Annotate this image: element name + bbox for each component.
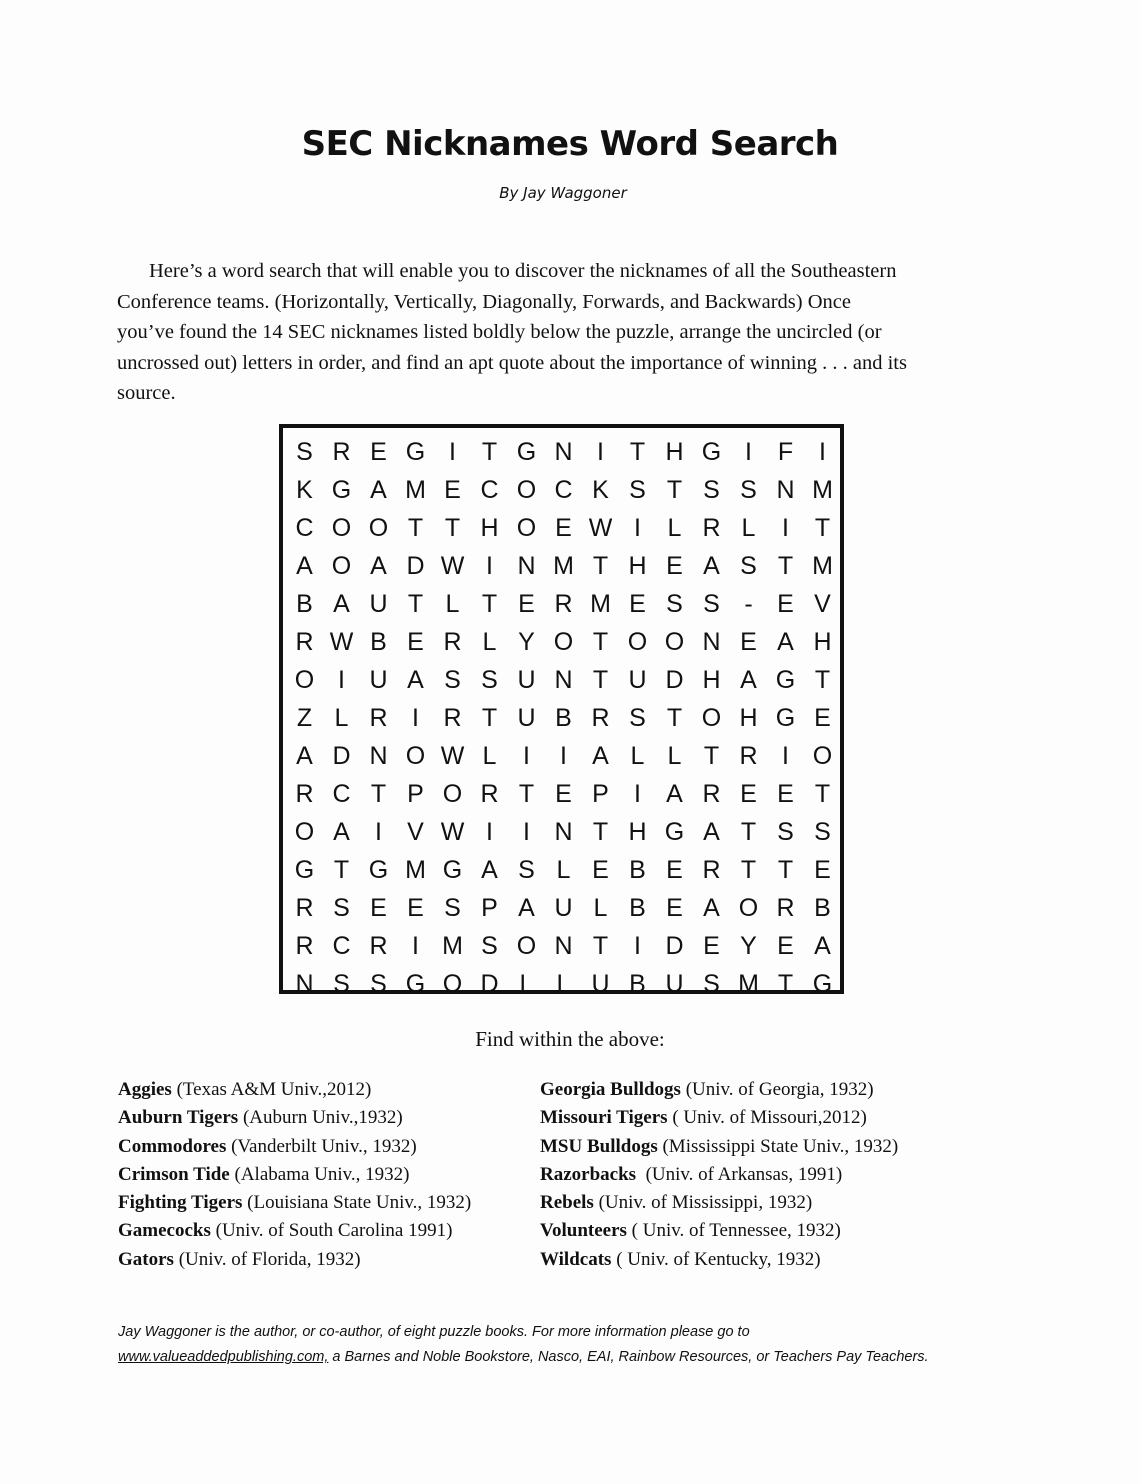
grid-letter: L [630,742,645,770]
grid-letter: O [516,476,537,504]
grid-letter: H [665,438,684,466]
grid-letter: W [440,742,465,770]
grid-letter: E [740,780,757,808]
grid-letter: E [592,856,609,884]
grid-letter: A [814,932,831,960]
grid-letter: S [629,476,646,504]
grid-letter: T [407,514,424,542]
grid-letter: M [738,970,759,998]
grid-letter: T [444,514,461,542]
grid-letter: O [405,742,426,770]
grid-letter: U [665,970,684,998]
grid-letter: - [744,590,753,618]
grid-letter: T [777,856,794,884]
grid-letter: A [777,628,794,656]
grid-letter: S [740,552,757,580]
grid-letter: T [481,704,498,732]
nickname-entry [540,1246,898,1274]
grid-letter: E [740,628,757,656]
grid-letter: O [553,628,574,656]
grid-letter: E [814,856,831,884]
grid-letter: B [814,894,831,922]
grid-letter: T [777,970,794,998]
grid-letter: S [333,970,350,998]
grid-letter: A [333,590,350,618]
grid-letter: I [449,438,456,466]
grid-row [286,889,844,927]
nickname-entry [118,1189,471,1217]
intro-paragraph [117,256,1012,409]
grid-letter: O [331,552,352,580]
intro-line: Here’s a word search that will enable you to discover the nicknames of all the Southeastern [149,260,897,282]
grid-letter: N [776,476,795,504]
grid-letter: A [333,818,350,846]
grid-letter: A [740,666,757,694]
grid-letter: M [812,552,833,580]
grid-letter: N [554,438,573,466]
grid-letter: G [516,438,537,466]
grid-letter: L [667,514,682,542]
grid-letter: A [703,894,720,922]
grid-letter: T [592,818,609,846]
grid-row [286,813,844,851]
nickname-entry [540,1161,898,1189]
nickname-name: Missouri Tigers [540,1107,668,1129]
grid-letter: S [703,590,720,618]
grid-letter: I [819,438,826,466]
grid-letter: R [443,704,462,732]
grid-letter: E [444,476,461,504]
grid-letter: D [480,970,499,998]
grid-letter: L [445,590,460,618]
grid-row [286,851,844,889]
nickname-name: Commodores [118,1135,227,1157]
grid-letter: H [702,666,721,694]
grid-letter: I [486,552,493,580]
nickname-detail: (Univ. of Florida, 1932) [173,1248,361,1270]
nickname-name: MSU Bulldogs [540,1135,658,1157]
grid-letter: W [588,514,613,542]
grid-letter: U [517,704,536,732]
grid-letter: Z [296,704,313,732]
grid-letter: C [480,476,499,504]
grid-letter: R [591,704,610,732]
grid-letter: N [702,628,721,656]
grid-letter: H [813,628,832,656]
grid-letter: Y [518,628,535,656]
intro-line: source. [117,382,176,405]
grid-letter: I [523,818,530,846]
nickname-name: Volunteers [540,1220,627,1242]
grid-letter: M [442,932,463,960]
nickname-entry [540,1076,898,1104]
grid-letter: O [294,666,315,694]
grid-letter: M [553,552,574,580]
grid-letter: C [332,932,351,960]
grid-letter: K [296,476,313,504]
grid-letter: V [407,818,424,846]
nickname-entry [118,1133,471,1161]
grid-letter: U [517,666,536,694]
nickname-detail: (Auburn Univ.,1932) [238,1107,403,1129]
nickname-detail: (Alabama Univ., 1932) [229,1163,410,1185]
grid-letter: I [338,666,345,694]
nickname-entry [118,1161,471,1189]
nickname-name: Rebels [540,1192,594,1214]
grid-letter: T [481,438,498,466]
grid-row [286,471,844,509]
grid-letter: K [592,476,609,504]
nickname-name: Razorbacks [540,1163,637,1185]
grid-letter: I [597,438,604,466]
grid-letter: T [740,818,757,846]
nickname-name: Aggies [118,1079,172,1100]
grid-letter: R [739,742,758,770]
nickname-name: Gators [118,1248,174,1270]
grid-letter: E [666,856,683,884]
grid-letter: O [368,514,389,542]
nickname-entry [540,1189,898,1217]
grid-letter: L [334,704,349,732]
nickname-detail: (Univ. of Arkansas, 1991) [636,1163,843,1185]
grid-letter: T [518,780,535,808]
nickname-detail: (Texas A&M Univ.,2012) [171,1079,372,1100]
grid-letter: R [480,780,499,808]
grid-letter: G [812,970,833,998]
grid-letter: E [703,932,720,960]
grid-letter: A [296,552,313,580]
grid-letter: S [333,894,350,922]
nickname-list-left [118,1076,471,1274]
grid-letter: A [703,552,720,580]
grid-letter: S [444,894,461,922]
grid-letter: T [481,590,498,618]
grid-letter: E [370,894,387,922]
grid-letter: G [405,970,426,998]
grid-letter: B [555,704,572,732]
grid-letter: O [331,514,352,542]
grid-letter: G [664,818,685,846]
grid-row [286,433,844,471]
grid-letter: E [777,932,794,960]
byline: By Jay Waggoner [499,184,627,202]
grid-letter: L [593,894,608,922]
grid-letter: E [407,894,424,922]
grid-letter: R [295,932,314,960]
grid-letter: W [440,818,465,846]
grid-letter: O [442,970,463,998]
grid-letter: T [814,666,831,694]
grid-letter: A [370,476,387,504]
nickname-entry [118,1217,471,1245]
nickname-detail: ( Univ. of Kentucky, 1932) [611,1248,821,1270]
grid-row [286,699,844,737]
grid-row [286,927,844,965]
grid-letter: D [665,666,684,694]
grid-letter: I [523,742,530,770]
grid-letter: N [517,552,536,580]
grid-letter: R [295,894,314,922]
grid-letter: T [703,742,720,770]
grid-letter: S [777,818,794,846]
grid-letter: E [777,780,794,808]
grid-letter: E [666,552,683,580]
grid-letter: G [294,856,315,884]
grid-letter: H [628,552,647,580]
grid-letter: S [481,666,498,694]
grid-letter: G [368,856,389,884]
grid-row [286,585,844,623]
grid-row [286,965,844,1003]
grid-letter: A [518,894,535,922]
grid-letter: D [332,742,351,770]
grid-letter: A [666,780,683,808]
nickname-name: Fighting Tigers [118,1192,243,1214]
grid-letter: I [412,704,419,732]
grid-letter: I [412,932,419,960]
grid-letter: S [481,932,498,960]
grid-letter: S [518,856,535,884]
find-label: Find within the above: [475,1027,665,1051]
grid-letter: L [482,628,497,656]
grid-letter: G [331,476,352,504]
grid-letter: W [329,628,354,656]
grid-letter: I [486,818,493,846]
intro-line: uncrossed out) letters in order, and find an apt quote about the importance of winning . . . and its [117,351,907,374]
grid-letter: P [407,780,424,808]
grid-letter: O [738,894,759,922]
grid-letter: C [554,476,573,504]
grid-letter: W [440,552,465,580]
nickname-entry [540,1133,898,1161]
nickname-entry [118,1246,471,1274]
grid-letter: S [703,970,720,998]
nickname-name: Wildcats [540,1248,612,1270]
grid-letter: O [294,818,315,846]
grid-letter: B [629,970,646,998]
grid-letter: L [741,514,756,542]
grid-letter: M [405,476,426,504]
grid-letter: T [592,666,609,694]
grid-letter: G [442,856,463,884]
grid-letter: F [777,438,794,466]
grid-letter: T [407,590,424,618]
nickname-entry [118,1076,471,1104]
grid-letter: S [740,476,757,504]
grid-letter: V [814,590,831,618]
grid-letter: R [295,628,314,656]
grid-letter: L [556,856,571,884]
grid-letter: U [554,894,573,922]
grid-letter: I [634,780,641,808]
grid-letter: R [776,894,795,922]
grid-letter: S [666,590,683,618]
nickname-entry [540,1217,898,1245]
grid-letter: S [296,438,313,466]
grid-letter: S [370,970,387,998]
grid-letter: I [634,932,641,960]
grid-letter: A [407,666,424,694]
grid-letter: N [554,932,573,960]
grid-letter: H [480,514,499,542]
grid-letter: O [812,742,833,770]
grid-letter: B [629,856,646,884]
grid-letter: A [703,818,720,846]
grid-letter: G [775,704,796,732]
grid-row [286,547,844,585]
grid-letter: I [375,818,382,846]
nickname-detail: (Vanderbilt Univ., 1932) [226,1135,417,1157]
nickname-list-right [540,1076,898,1274]
grid-letter: R [443,628,462,656]
grid-letter: U [591,970,610,998]
grid-letter: E [777,590,794,618]
nickname-name: Gamecocks [118,1220,211,1242]
page-title: SEC Nicknames Word Search [301,124,839,164]
grid-letter: T [592,932,609,960]
grid-letter: I [782,742,789,770]
grid-letter: A [592,742,609,770]
grid-letter: M [405,856,426,884]
footer-note [118,1320,1018,1370]
grid-letter: B [370,628,387,656]
grid-letter: I [782,514,789,542]
grid-letter: I [745,438,752,466]
grid-letter: E [518,590,535,618]
grid-letter: C [332,780,351,808]
grid-letter: H [739,704,758,732]
grid-letter: M [812,476,833,504]
grid-letter: L [482,742,497,770]
grid-row [286,509,844,547]
grid-letter: Y [740,932,757,960]
grid-letter: O [516,932,537,960]
grid-letter: T [592,552,609,580]
grid-letter: H [628,818,647,846]
grid-letter: E [407,628,424,656]
website-link[interactable]: www.valueaddedpublishing.com, [118,1349,329,1365]
grid-letter: O [516,514,537,542]
grid-letter: T [333,856,350,884]
grid-letter: L [667,742,682,770]
word-search-grid [286,433,844,998]
grid-letter: T [777,552,794,580]
grid-letter: T [814,780,831,808]
grid-letter: A [481,856,498,884]
grid-letter: B [296,590,313,618]
grid-letter: S [703,476,720,504]
nickname-name: Auburn Tigers [118,1107,239,1129]
grid-letter: D [665,932,684,960]
nickname-detail: (Louisiana State Univ., 1932) [242,1192,472,1214]
grid-letter: R [554,590,573,618]
nickname-name: Georgia Bulldogs [540,1079,681,1100]
grid-row [286,623,844,661]
grid-letter: I [560,742,567,770]
footer-line-2 [118,1345,1018,1370]
grid-letter: N [554,818,573,846]
nickname-detail: ( Univ. of Missouri,2012) [667,1107,867,1129]
grid-letter: R [702,780,721,808]
nickname-entry [540,1104,898,1132]
grid-row [286,775,844,813]
grid-letter: U [369,666,388,694]
grid-letter: B [629,894,646,922]
grid-letter: U [369,590,388,618]
grid-letter: T [814,514,831,542]
intro-line: you’ve found the 14 SEC nicknames listed boldly below the puzzle, arrange the uncircled (or [117,321,882,344]
grid-letter: N [554,666,573,694]
nickname-detail: (Univ. of Georgia, 1932) [680,1079,874,1100]
grid-letter: G [405,438,426,466]
grid-letter: T [666,476,683,504]
grid-letter: O [442,780,463,808]
grid-letter: S [814,818,831,846]
grid-letter: T [592,628,609,656]
grid-row [286,737,844,775]
grid-letter: R [369,704,388,732]
footer-line-2-rest: a Barnes and Noble Bookstore, Nasco, EAI, Rainbow Resources, or Teachers Pay Teachers. [328,1349,929,1365]
nickname-name: Crimson Tide [118,1163,230,1185]
grid-letter: O [701,704,722,732]
grid-letter: R [295,780,314,808]
grid-letter: T [740,856,757,884]
nickname-detail: (Univ. of Mississippi, 1932) [593,1192,813,1214]
grid-letter: A [296,742,313,770]
grid-letter: G [775,666,796,694]
grid-letter: E [629,590,646,618]
nickname-detail: (Mississippi State Univ., 1932) [657,1135,899,1157]
nickname-detail: (Univ. of South Carolina 1991) [210,1220,453,1242]
grid-letter: T [629,438,646,466]
grid-letter: R [702,514,721,542]
grid-letter: R [332,438,351,466]
grid-letter: U [628,666,647,694]
intro-line: Conference teams. (Horizontally, Vertically, Diagonally, Forwards, and Backwards) Once [117,290,851,313]
grid-letter: N [369,742,388,770]
grid-letter: T [370,780,387,808]
grid-letter: R [702,856,721,884]
grid-letter: I [634,514,641,542]
grid-letter: S [444,666,461,694]
grid-letter: G [701,438,722,466]
grid-letter: E [370,438,387,466]
grid-letter: P [592,780,609,808]
grid-letter: D [406,552,425,580]
grid-letter: E [666,894,683,922]
grid-letter: E [555,780,572,808]
nickname-detail: ( Univ. of Tennessee, 1932) [626,1220,841,1242]
grid-letter: C [295,514,314,542]
nickname-entry [118,1104,471,1132]
grid-letter: R [369,932,388,960]
grid-row [286,661,844,699]
grid-letter: O [664,628,685,656]
grid-letter: S [629,704,646,732]
grid-letter: N [295,970,314,998]
grid-letter: E [555,514,572,542]
grid-letter: A [370,552,387,580]
grid-letter: L [519,970,534,998]
grid-letter: T [666,704,683,732]
grid-letter: O [627,628,648,656]
grid-letter: L [556,970,571,998]
grid-letter: M [590,590,611,618]
footer-line-1: Jay Waggoner is the author, or co-author, of eight puzzle books. For more information please go to [118,1324,750,1340]
grid-letter: P [481,894,498,922]
grid-letter: E [814,704,831,732]
